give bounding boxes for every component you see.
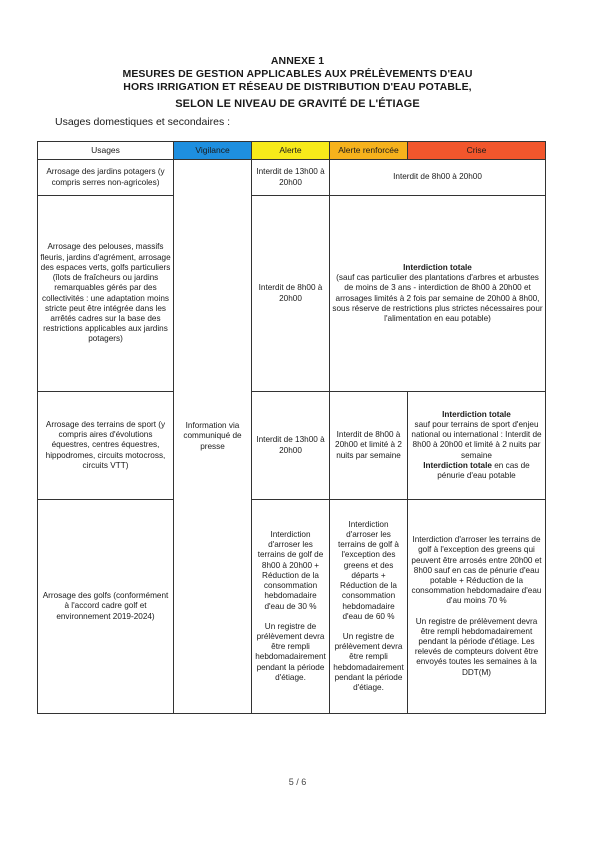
usage-cell: Arrosage des golfs (conformément à l'accord cadre golf et environnement 2019-2024) [38,500,174,714]
section-subtitle: Usages domestiques et secondaires : [55,116,231,128]
annex-title: ANNEXE 1 [270,55,325,67]
table-row [38,196,546,392]
golf-ar-measure: Interdiction d'arroser les terrains de golf à l'exception des greens et des départs + Réduction de la consommation hebdomadaire d'eau de 60 % [338,519,399,621]
alerte-renforcee-cell [330,500,408,714]
exception-text: (sauf cas particulier des plantations d'arbres et arbustes de moins de 3 ans - interdiction de 8h00 à 20h00 et arrosages limités à 2 fois par semaine de 20h00 à 8h00, sous réserve de restrictions plus strictes nécessaires pour l'alimentation en eau potable) [332,273,543,323]
alerte-cell: Interdit de 8h00 à 20h00 [252,196,330,392]
table-header-row [38,142,546,160]
table-row [38,160,546,196]
header-line-3: HORS IRRIGATION ET RÉSEAU DE DISTRIBUTION D'EAU POTABLE, [123,81,472,93]
usage-cell: Arrosage des terrains de sport (y compris aires d'évolutions équestres, centres équestres, hippodromes, circuits motocross, circuits VTT) [38,392,174,500]
penurie-text: en cas de pénurie d'eau potable [437,460,530,480]
measures-table [37,141,546,714]
alerte-renforcee-crise-cell [330,196,546,392]
alerte-cell: Interdit de 13h00 à 20h00 [252,160,330,196]
col-header-alerte-renforcee: Alerte renforcée [330,142,408,160]
header-line-2: MESURES DE GESTION APPLICABLES AUX PRÉLÈVEMENTS D'EAU [122,68,473,80]
col-header-vigilance: Vigilance [174,142,252,160]
table-row [38,392,546,500]
golf-crise-measure: Interdiction d'arroser les terrains de golf à l'exception des greens qui peuvent être arrosés entre 20h00 et 8h00 sauf en cas de pénurie d'eau potable + Réduction de la consommation hebdomadaire d'eau d'au moins 70 % [411,535,542,606]
crise-cell [408,500,546,714]
usage-cell: Arrosage des jardins potagers (y compris serres non-agricoles) [38,160,174,196]
document-header [0,55,595,111]
usage-cell: Arrosage des pelouses, massifs fleuris, jardins d'agrément, arrosage des espaces verts, golfs particuliers (îlots de fraîcheurs ou jardins remarquables gérés par des collectivités : une adaptation moins stricte peut être intégrée dans les arrêtés cadres sur la base des restrictions applicables aux jardins potagers) [38,196,174,392]
interdiction-totale-label-2: Interdiction totale [423,460,492,470]
crise-exception-text: sauf pour terrains de sport d'enjeu national ou international : Interdit de 8h00 à 20h00 et limité à 2 nuits par semaine [411,419,542,460]
golf-ar-registre: Un registre de prélèvement devra être rempli hebdomadairement pendant la période d'étiage. [333,631,404,692]
alerte-cell [252,500,330,714]
alerte-renforcee-crise-cell: Interdit de 8h00 à 20h00 [330,160,546,196]
alerte-cell: Interdit de 13h00 à 20h00 [252,392,330,500]
vigilance-cell: Information via communiqué de presse [174,160,252,714]
crise-cell [408,392,546,500]
col-header-alerte: Alerte [252,142,330,160]
header-line-4: SELON LE NIVEAU DE GRAVITÉ DE L'ÉTIAGE [175,98,420,110]
golf-crise-registre: Un registre de prélèvement devra être rempli hebdomadairement pendant la période d'étiage. Les relevés de compteurs doivent être envoyés toutes les semaines à la DDT(M) [414,616,539,677]
page-number: 5 / 6 [288,777,307,787]
col-header-usages: Usages [38,142,174,160]
table-row [38,500,546,714]
interdiction-totale-label: Interdiction totale [403,262,472,272]
alerte-renforcee-cell: Interdit de 8h00 à 20h00 et limité à 2 nuits par semaine [330,392,408,500]
golf-alerte-registre: Un registre de prélèvement devra être rempli hebdomadairement pendant la période d'étiage. [255,621,326,682]
golf-alerte-measure: Interdiction d'arroser les terrains de golf de 8h00 à 20h00 + Réduction de la consommation hebdomadaire d'eau de 30 % [257,530,324,611]
col-header-crise: Crise [408,142,546,160]
interdiction-totale-label: Interdiction totale [442,409,511,419]
